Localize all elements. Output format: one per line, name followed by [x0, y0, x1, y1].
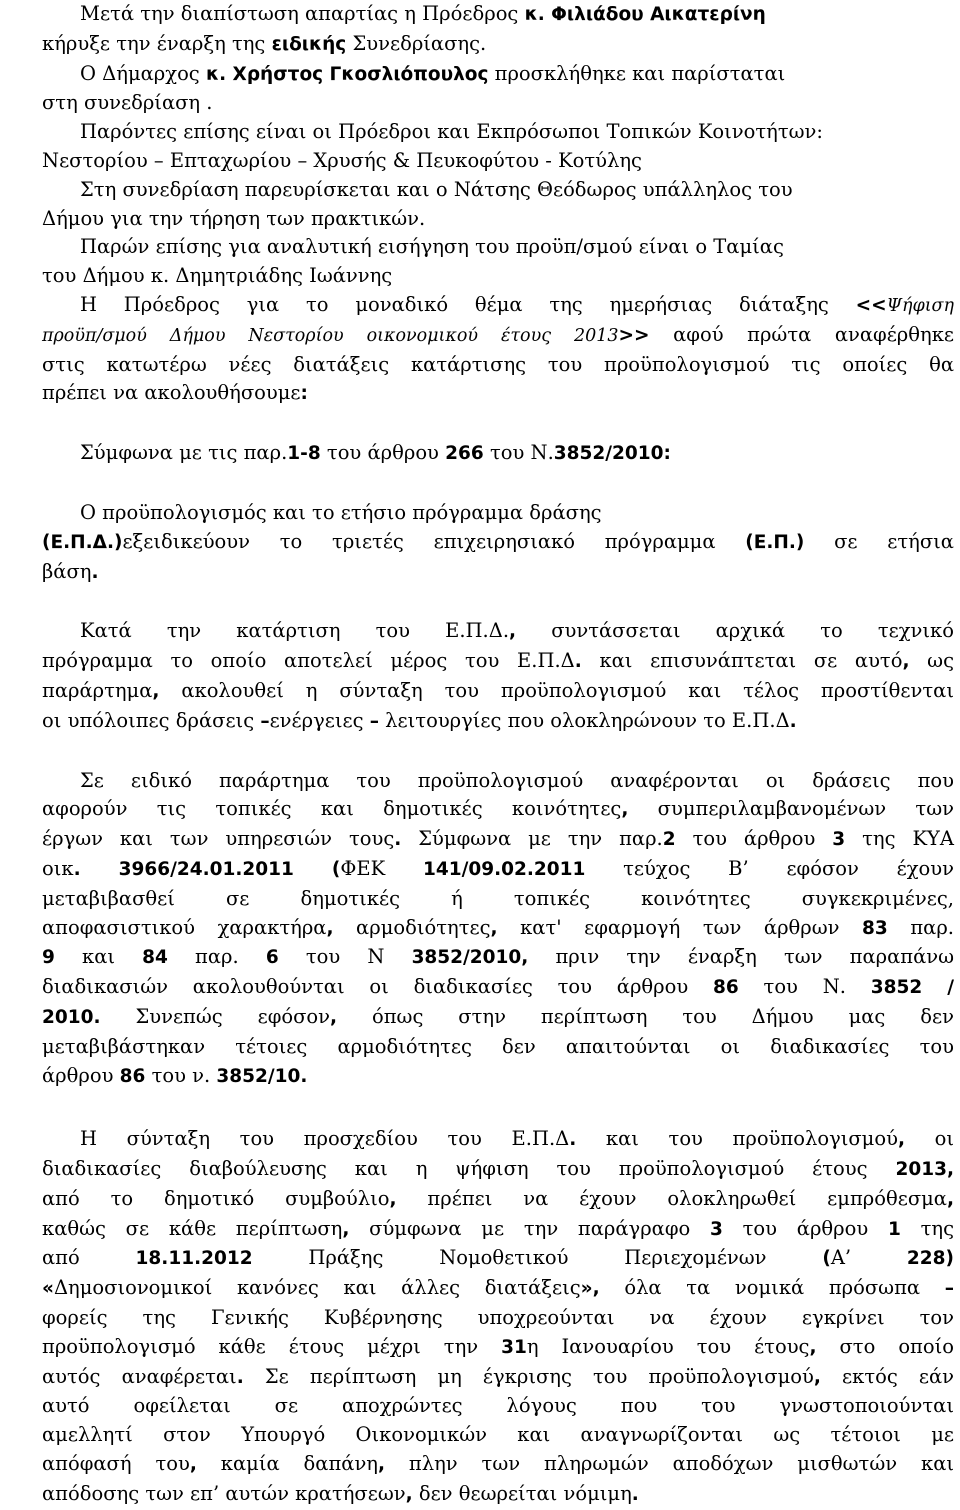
text-line: κήρυξε την έναρξη της ειδικής Συνεδρίασης.: [42, 31, 487, 55]
text-line: στη συνεδρίαση .: [42, 91, 213, 115]
paragraph-preparation: [42, 617, 954, 736]
text-line: διαδικασίες διαβούλευσης και η ψήφιση του προϋπολογισμού έτους 2013,: [42, 1157, 954, 1181]
text-line: μεταβιβάστηκαν τέτοιες αρμοδιότητες δεν απαιτούνται οι διαδικασίες του: [42, 1034, 954, 1058]
text-line: Κατά την κατάρτιση του Ε.Π.Δ., συντάσσεται αρχικά το τεχνικό: [80, 619, 954, 643]
text-line: καθώς σε κάθε περίπτωση, σύμφωνα με την παράγραφο 3 του άρθρου 1 της: [42, 1216, 954, 1240]
text-line: Σε ειδικό παράρτημα του προϋπολογισμού αναφέρονται οι δράσεις που: [80, 768, 954, 792]
text-line: οικ. 3966/24.01.2011 (ΦΕΚ 141/09.02.2011 τεύχος Β’ εφόσον έχουν: [42, 856, 954, 880]
text-line: πρόγραμμα το οποίο αποτελεί μέρος του Ε.Π.Δ. και επισυνάπτεται σε αυτό, ως: [42, 649, 954, 673]
text-line: αυτό οφείλεται σε αποχρώντες λόγους που του γνωστοποιούνται: [42, 1394, 954, 1418]
text-line: έργων και των υπηρεσιών τους. Σύμφωνα με την παρ.2 του άρθρου 3 της ΚΥΑ: [42, 827, 954, 851]
text-line: Η Πρόεδρος για το μοναδικό θέμα της ημερήσιας διάταξης <<Ψήφιση: [80, 292, 954, 316]
paragraph-budget: [42, 499, 954, 587]
spacer: [42, 469, 954, 499]
text-line: στις κατωτέρω νέες διατάξεις κατάρτισης του προϋπολογισμού τις οποίες θα: [42, 352, 954, 376]
paragraph-drafting: [42, 1125, 954, 1509]
text-line: αφορούν τις τοπικές και δημοτικές κοινότητες, συμπεριλαμβανομένων των: [42, 797, 954, 821]
text-line: από το δημοτικό συμβούλιο, πρέπει να έχουν ολοκληρωθεί εμπρόθεσμα,: [42, 1186, 955, 1210]
text-line: πρέπει να ακολουθήσουμε:: [42, 381, 308, 405]
paragraph-annex: [42, 767, 954, 1092]
text-line: προϋπ/σμού Δήμου Νεστορίου οικονομικού έτους 2013>> αφού πρώτα αναφέρθηκε: [42, 322, 954, 346]
text-line: διαδικασιών ακολουθούνται οι διαδικασίες του άρθρου 86 του Ν. 3852 /: [42, 975, 955, 999]
text-line: αμελλητί στον Υπουργό Οικονομικών και αναγνωρίζονται ως τέτοιοι με: [42, 1423, 954, 1447]
text-line: φορείς της Γενικής Κυβέρνησης υποχρεούνται να έχουν εγκρίνει τον: [42, 1306, 954, 1330]
text-line: αυτός αναφέρεται. Σε περίπτωση μη έγκρισης του προϋπολογισμού, εκτός εάν: [42, 1364, 954, 1388]
text-line: άρθρου 86 του ν. 3852/10.: [42, 1063, 308, 1087]
text-line: (Ε.Π.Δ.)εξειδικεύουν το τριετές επιχειρησιακό πρόγραμμα (Ε.Π.) σε ετήσια: [42, 529, 954, 553]
text-line: μεταβιβασθεί σε δημοτικές ή τοπικές κοινότητες συγκεκριμένες,: [42, 886, 954, 910]
text-line: Ο Δήμαρχος κ. Χρήστος Γκοσλιόπουλος προσκλήθηκε και παρίσταται: [80, 61, 786, 85]
text-line: οι υπόλοιπες δράσεις –ενέργειες – λειτουργίες που ολοκληρώνουν το Ε.Π.Δ.: [42, 708, 797, 732]
spacer: [42, 737, 954, 767]
text-line: «Δημοσιονομικοί κανόνες και άλλες διατάξεις», όλα τα νομικά πρόσωπα –: [42, 1276, 954, 1300]
text-line: απόφασή του, καμία δαπάνη, πλην των πληρωμών αποδόχων μισθωτών και: [42, 1452, 955, 1476]
text-line: 9 και 84 παρ. 6 του Ν 3852/2010, πριν την έναρξη των παραπάνω: [42, 945, 955, 969]
text-line: αποφασιστικού χαρακτήρα, αρμοδιότητες, κατ' εφαρμογή των άρθρων 83 παρ.: [42, 915, 954, 939]
text-line: από 18.11.2012 Πράξης Νομοθετικού Περιεχομένων (Α’ 228): [42, 1246, 954, 1270]
text-line: Νεστορίου – Επταχωρίου – Χρυσής & Πευκοφύτου - Κοτύλης: [42, 148, 642, 172]
text-line: του Δήμου κ. Δημητριάδης Ιωάννης: [42, 264, 393, 288]
law-reference-line: Σύμφωνα με τις παρ.1-8 του άρθρου 266 του Ν.3852/2010:: [80, 441, 671, 465]
text-line: Στη συνεδρίαση παρευρίσκεται και ο Νάτσης Θεόδωρος υπάλληλος του: [80, 177, 793, 201]
text-line: Ο προϋπολογισμός και το ετήσιο πρόγραμμα δράσης: [80, 500, 602, 524]
text-line: απόδοσης των επ’ αυτών κρατήσεων, δεν θεωρείται νόμιμη.: [42, 1481, 639, 1505]
text-line: Παρόντες επίσης είναι οι Πρόεδροι και Εκπρόσωποι Τοπικών Κοινοτήτων:: [80, 120, 823, 144]
text-line: παράρτημα, ακολουθεί η σύνταξη του προϋπολογισμού και τέλος προστίθενται: [42, 678, 954, 702]
text-line: 2010. Συνεπώς εφόσον, όπως στην περίπτωση του Δήμου μας δεν: [42, 1004, 954, 1028]
text-line: βάση.: [42, 559, 99, 583]
spacer: [42, 587, 954, 617]
spacer: [42, 409, 954, 439]
text-line: προϋπολογισμό κάθε έτους μέχρι την 31η Ιανουαρίου του έτους, στο οποίο: [42, 1334, 955, 1358]
text-line: Η σύνταξη του προσχεδίου του Ε.Π.Δ. και του προϋπολογισμού, οι: [80, 1127, 954, 1151]
spacer: [42, 1091, 954, 1125]
text-line: Μετά την διαπίστωση απαρτίας η Πρόεδρος κ. Φιλιάδου Αικατερίνη: [80, 2, 766, 25]
text-line: Παρών επίσης για αναλυτική εισήγηση του προϋπ/σμού είναι ο Ταμίας: [80, 235, 784, 259]
text-line: Δήμου για την τήρηση των πρακτικών.: [42, 206, 426, 230]
